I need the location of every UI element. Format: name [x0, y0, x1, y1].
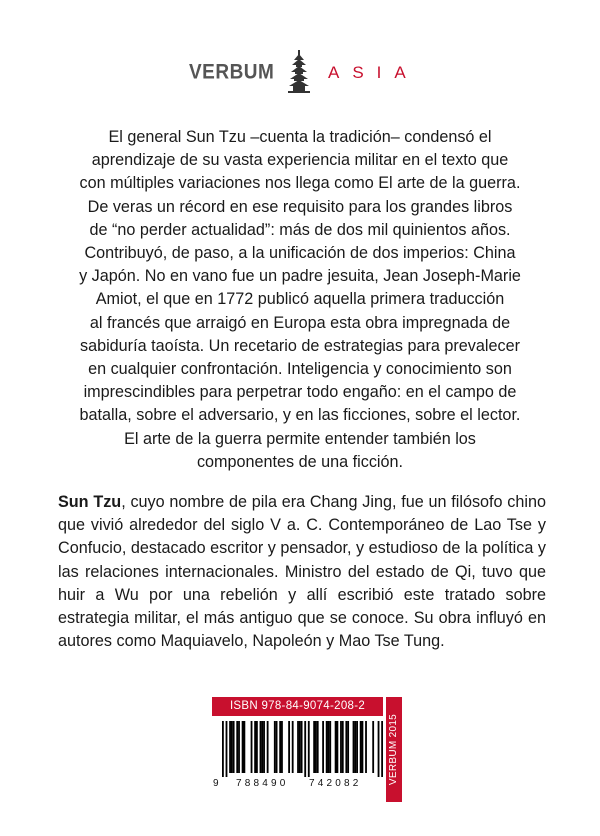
barcode-bar — [360, 721, 362, 773]
barcode-bar — [243, 721, 245, 773]
barcode-bar — [256, 721, 258, 773]
barcode-block — [212, 697, 397, 807]
barcode-bar — [353, 721, 355, 773]
synopsis-line: batalla, sobre el adversario, y en las ficciones, sobre el lector. — [79, 406, 521, 425]
barcode-bar — [260, 721, 262, 773]
barcode-bar — [276, 721, 278, 773]
publisher-name-asia: ASIA — [328, 63, 419, 82]
isbn-label: ISBN 978-84-9074-208-2 — [212, 697, 383, 716]
synopsis-line: De veras un récord en ese requisito para los grandes libros — [87, 197, 513, 216]
barcode — [222, 721, 383, 777]
synopsis-line: al francés que arraigó en Europa esta obra impregnada de — [89, 313, 511, 332]
barcode-digits-right: 742082 — [309, 778, 362, 789]
publisher-name-verbum: VERBUM — [189, 60, 275, 84]
barcode-bar — [354, 721, 356, 773]
barcode-bar — [226, 721, 228, 777]
barcode-bar — [254, 721, 256, 773]
barcode-bar — [365, 721, 367, 773]
barcode-bar — [263, 721, 265, 773]
barcode-bar — [322, 721, 324, 773]
barcode-bar — [229, 721, 231, 773]
book-synopsis — [48, 126, 552, 474]
barcode-digit-lead: 9 — [213, 778, 219, 789]
barcode-bar — [335, 721, 337, 773]
author-bio-text: , cuyo nombre de pila era Chang Jing, fue un filósofo chino que vivió alrededor del siglo V a. C. Contemporáneo de Lao Tse y Confucio, destacado escritor y pensador, y estudioso de la política y las relaciones internacionales. Ministro del estado de Qi, tuvo que huir a Wu por una rebelión y allí escribió este tratado sobre estrategia militar, el más antiguo que se conoce. Su obra influyó en autores como Maquiavelo, Napoleón y Mao Tse Tung. — [58, 493, 546, 651]
barcode-bar — [304, 721, 306, 777]
barcode-bar — [378, 721, 380, 777]
barcode-bar — [326, 721, 328, 773]
barcode-bar — [231, 721, 233, 773]
barcode-bar — [381, 721, 383, 777]
synopsis-line: de “no perder actualidad”: más de dos mil quinientos años. — [89, 220, 511, 239]
barcode-bar — [236, 721, 238, 773]
year-label-box — [386, 697, 402, 802]
barcode-bar — [222, 721, 224, 777]
barcode-bar — [308, 721, 310, 777]
synopsis-line: El general Sun Tzu –cuenta la tradición– condensó el — [108, 128, 492, 146]
barcode-bar — [297, 721, 299, 773]
publisher-logo — [0, 44, 600, 104]
barcode-bar — [342, 721, 344, 773]
barcode-bar — [301, 721, 303, 773]
barcode-digits-left: 788490 — [236, 778, 289, 789]
barcode-bar — [238, 721, 240, 773]
pagoda-icon — [286, 50, 312, 99]
barcode-bar — [347, 721, 349, 773]
barcode-bar — [336, 721, 338, 773]
author-name: Sun Tzu — [58, 493, 122, 511]
barcode-bar — [274, 721, 276, 773]
barcode-bar — [317, 721, 319, 773]
synopsis-line: Amiot, el que en 1772 publicó aquella primera traducción — [95, 290, 505, 309]
barcode-bar — [340, 721, 342, 773]
barcode-bar — [328, 721, 330, 773]
synopsis-line: y Japón. No en vano fue un padre jesuita, Jean Joseph-Marie — [79, 267, 521, 286]
synopsis-line: El arte de la guerra permite entender también los — [124, 429, 476, 448]
barcode-bar — [292, 721, 294, 773]
barcode-bar — [356, 721, 358, 773]
barcode-bar — [362, 721, 364, 773]
synopsis-line: en cualquier confrontación. Inteligencia y conocimiento son — [88, 360, 512, 379]
synopsis-line: con múltiples variaciones nos llega como El arte de la guerra. — [79, 174, 521, 193]
barcode-bar — [299, 721, 301, 773]
barcode-bar — [329, 721, 331, 773]
synopsis-line: aprendizaje de su vasta experiencia militar en el texto que — [91, 151, 509, 170]
synopsis-line: Contribuyó, de paso, a la unificación de dos imperios: China — [84, 244, 516, 263]
barcode-bar — [233, 721, 235, 773]
synopsis-line: imprescindibles para perpetrar todo engaño: en el campo de — [83, 383, 517, 402]
barcode-bar — [261, 721, 263, 773]
barcode-bar — [242, 721, 244, 773]
author-bio — [58, 491, 546, 653]
barcode-bar — [288, 721, 290, 773]
barcode-bar — [345, 721, 347, 773]
barcode-bar — [267, 721, 269, 773]
year-label: VERBUM 2015 — [388, 713, 399, 786]
barcode-bar — [251, 721, 253, 773]
barcode-bar — [315, 721, 317, 773]
synopsis-line: sabiduría taoísta. Un recetario de estrategias para prevalecer — [79, 336, 520, 355]
barcode-bar — [372, 721, 374, 773]
barcode-bar — [279, 721, 281, 773]
synopsis-line: componentes de una ficción. — [196, 452, 404, 471]
barcode-bar — [313, 721, 315, 773]
barcode-bar — [281, 721, 283, 773]
